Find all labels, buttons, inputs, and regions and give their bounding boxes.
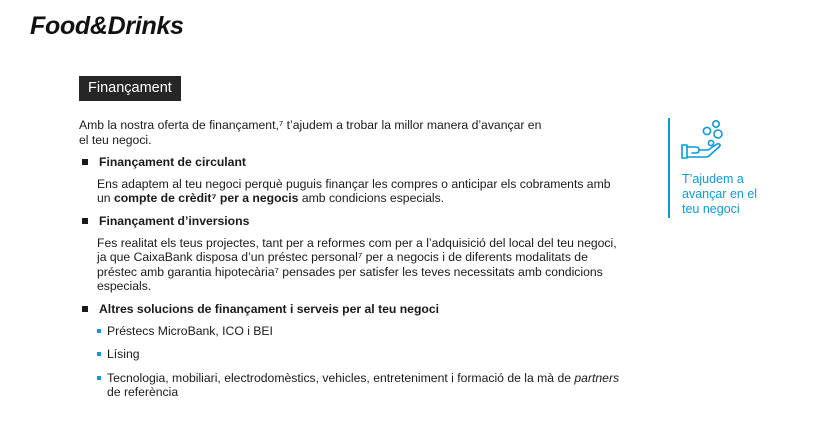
square-bullet-icon bbox=[82, 218, 88, 224]
item-title: Finançament d’inversions bbox=[79, 214, 639, 229]
item-title: Altres solucions de finançament i serveis per al teu negoci bbox=[79, 302, 639, 317]
item-title: Finançament de circulant bbox=[79, 155, 639, 170]
hand-coins-icon bbox=[680, 118, 726, 162]
section-title: Finançament bbox=[79, 76, 181, 101]
credit-account-highlight: compte de crèdit⁷ per a negocis bbox=[113, 191, 299, 206]
aside-text: T’ajudem a avançar en el teu negoci bbox=[682, 172, 758, 216]
intro-text: Amb la nostra oferta de finançament,⁷ t’ajudem a trobar la millor manera d’avançar en el teu negoci. bbox=[79, 118, 542, 147]
item-investment bbox=[79, 214, 639, 294]
item-working-capital bbox=[79, 155, 639, 206]
sub-bullet-icon bbox=[97, 376, 101, 380]
list-item: Préstecs MicroBank, ICO i BEI bbox=[96, 324, 627, 339]
sub-list bbox=[96, 324, 639, 400]
item-other-solutions bbox=[79, 302, 639, 400]
square-bullet-icon bbox=[82, 306, 88, 312]
square-bullet-icon bbox=[82, 159, 88, 165]
sub-bullet-icon bbox=[97, 329, 101, 333]
item-description: Ens adaptem al teu negoci perquè puguis finançar les compres o anticipar els cobraments amb un compte de crèdit⁷ per a negocis amb condicions especials. bbox=[97, 176, 611, 206]
list-item: Tecnologia, mobiliari, electrodomèstics, vehicles, entreteniment i formació de la mà de partners de referència bbox=[96, 371, 627, 400]
sub-bullet-icon bbox=[97, 352, 101, 356]
aside-callout bbox=[668, 118, 782, 218]
list-item: Lísing bbox=[96, 347, 627, 362]
brand-title: Food&Drinks bbox=[30, 12, 184, 40]
item-description: Fes realitat els teus projectes, tant per a reformes com per a l’adquisició del local del teu negoci, ja que CaixaBank disposa d’un préstec personal⁷ per a negocis i de diferents modalitats de préstec amb garantia hipotecària⁷ pensades per satisfer les teves necessitats amb condicions especials. bbox=[97, 235, 617, 294]
main-content bbox=[79, 118, 639, 409]
